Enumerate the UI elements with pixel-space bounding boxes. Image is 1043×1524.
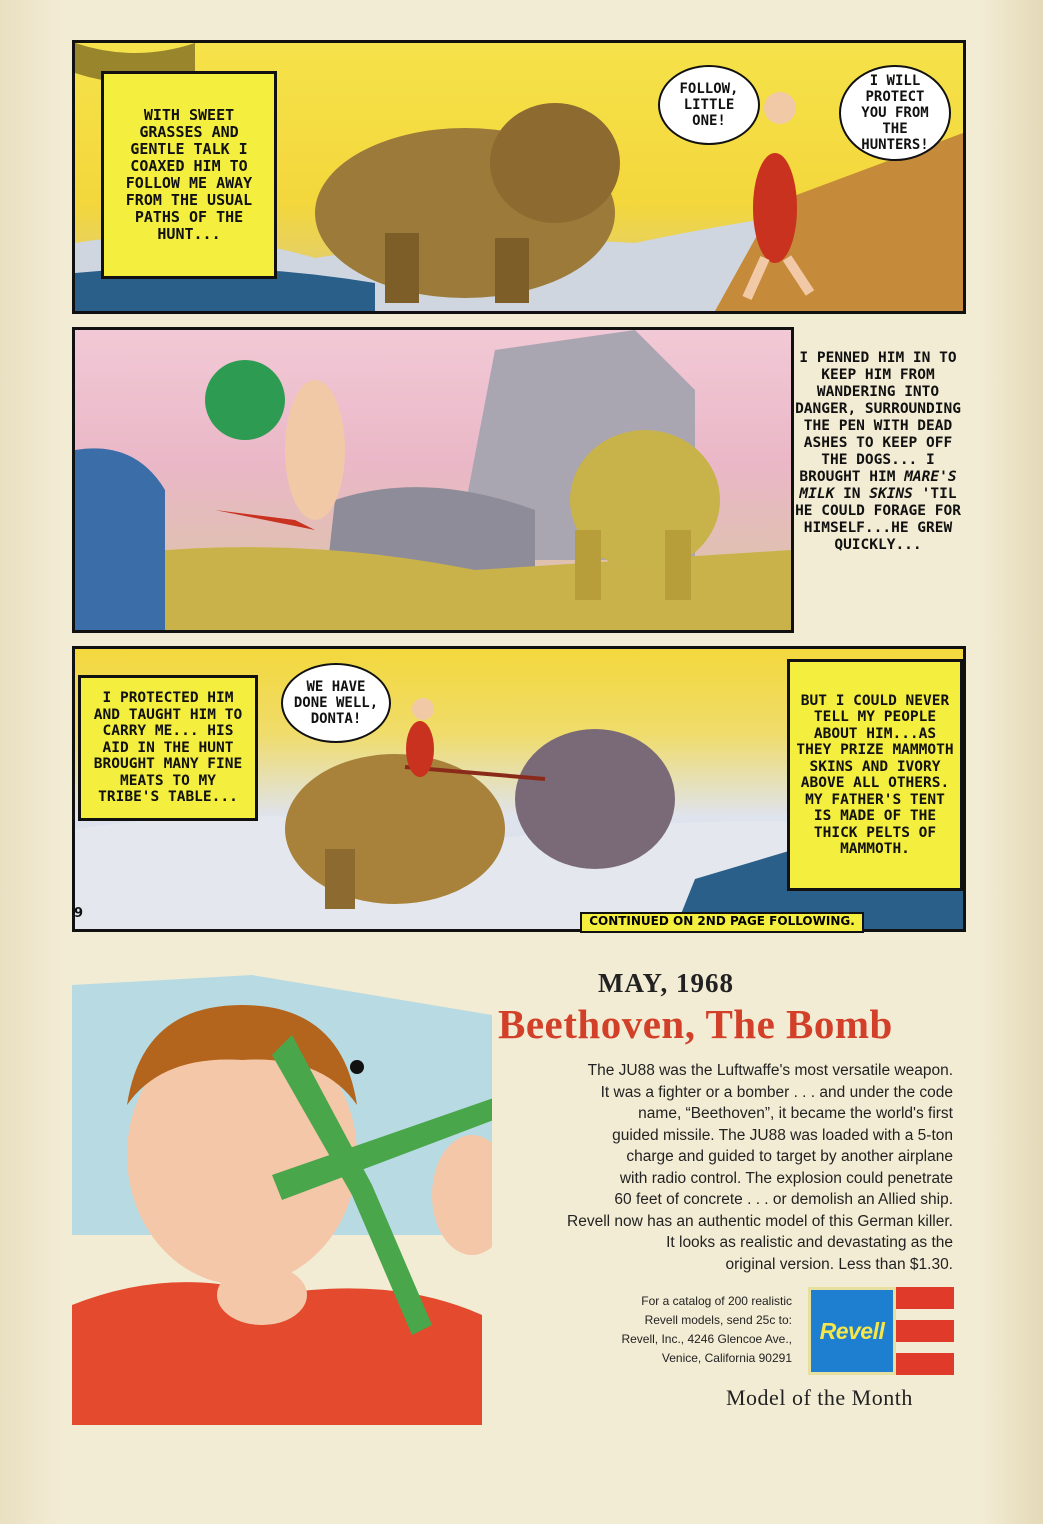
panel-1-balloon-protect: I WILL PROTECT YOU FROM THE HUNTERS! [839, 65, 951, 161]
panel-2-caption [793, 350, 963, 554]
revell-logo-text: Revell [819, 1317, 885, 1344]
ad-body-line: with radio control. The explosion could penetrate [619, 1169, 953, 1187]
panel-1-caption: WITH SWEET GRASSES AND GENTLE TALK I COAXED HIM TO FOLLOW ME AWAY FROM THE USUAL PATHS OF THE HUNT... [101, 71, 277, 279]
ad-body-line: The JU88 was the Luftwaffe's most versatile weapon. [587, 1062, 953, 1079]
panel-1 [72, 40, 966, 314]
revell-logo [808, 1287, 896, 1375]
ad-body-line: It looks as realistic and devastating as the [666, 1234, 953, 1251]
panel-2-caption-text: I PENNED HIM IN TO KEEP HIM FROM WANDERING INTO DANGER, SURROUNDING THE PEN WITH DEAD ASHES TO KEEP OFF THE DOGS... I BROUGHT HIM [795, 350, 961, 485]
ad-illustration [72, 975, 492, 1425]
ad-body-line: guided missile. The JU88 was loaded with a 5-ton [612, 1126, 953, 1144]
page-number: 9 [74, 906, 84, 921]
ad-body-line: charge and guided to target by another airplane [626, 1148, 953, 1165]
catalog-line: For a catalog of 200 realistic [641, 1294, 792, 1308]
panel-2 [72, 327, 794, 633]
logo-stripes [896, 1287, 954, 1375]
ad-body-line: Revell now has an authentic model of this German killer. [567, 1212, 953, 1230]
ad-title: Beethoven, The Bomb [498, 1001, 893, 1047]
ad-date: MAY, 1968 [598, 968, 735, 998]
panel-3-caption-left: I PROTECTED HIM AND TAUGHT HIM TO CARRY ME... HIS AID IN THE HUNT BROUGHT MANY FINE MEATS TO MY TRIBE'S TABLE... [78, 675, 258, 821]
ad-catalog-address [560, 1292, 792, 1368]
ad-tagline: Model of the Month [726, 1385, 913, 1410]
panel-2-art [75, 330, 791, 630]
ad-body-line: original version. Less than $1.30. [725, 1255, 953, 1273]
panel-3-caption-right: BUT I COULD NEVER TELL MY PEOPLE ABOUT HIM...AS THEY PRIZE MAMMOTH SKINS AND IVORY ABOVE ALL OTHERS. MY FATHER'S TENT IS MADE OF THE THICK PELTS OF MAMMOTH. [787, 659, 963, 891]
catalog-line: Revell, Inc., 4246 Glencoe Ave., [621, 1332, 792, 1346]
ad-body-line: name, “Beethoven”, it became the world's first [638, 1105, 953, 1122]
panel-3-balloon: WE HAVE DONE WELL, DONTA! [281, 663, 391, 743]
continued-note: CONTINUED ON 2ND PAGE FOLLOWING. [580, 912, 864, 933]
panel-2-caption-milk: MARE'S MILK [799, 469, 957, 502]
ad-body [490, 1060, 953, 1275]
ad-body-line: It was a fighter or a bomber . . . and under the code [600, 1083, 953, 1101]
catalog-line: Venice, California 90291 [661, 1351, 792, 1365]
panel-2-caption-in: IN [843, 486, 861, 502]
catalog-line: Revell models, send 25c to: [644, 1313, 792, 1327]
ad-body-line: 60 feet of concrete . . . or demolish an Allied ship. [614, 1191, 953, 1208]
panel-2-caption-skins: SKINS [869, 486, 913, 502]
panel-3 [72, 646, 966, 932]
panel-1-balloon-follow: FOLLOW, LITTLE ONE! [658, 65, 760, 145]
panel-2-caption-end: 'TIL HE COULD FORAGE FOR HIMSELF...HE GREW QUICKLY... [795, 486, 961, 553]
